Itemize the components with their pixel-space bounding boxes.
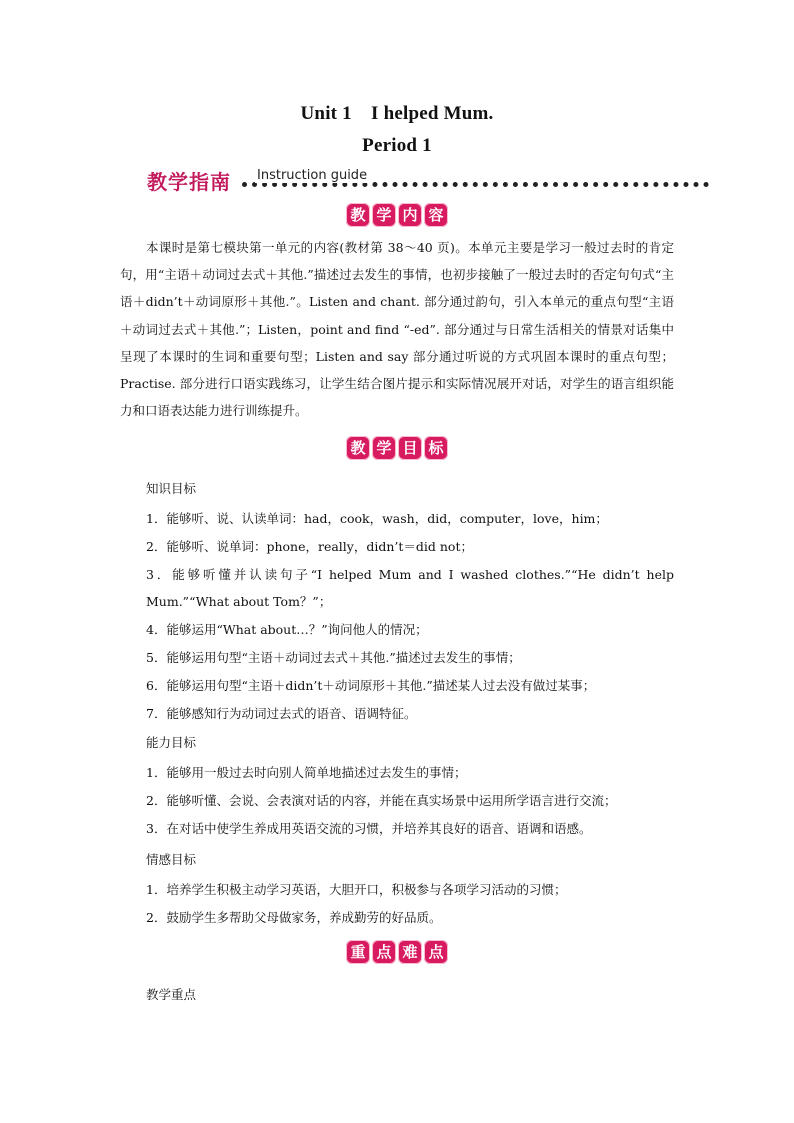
guide-title-en: Instruction guide [257, 168, 368, 183]
knowledge-heading: 知识目标 [146, 481, 197, 496]
list-item: 5．能够运用句型“主语＋动词过去式＋其他.”描述过去发生的事情； [146, 649, 521, 665]
list-item: 2．鼓励学生多帮助父母做家务，养成勤劳的好品质。 [146, 909, 442, 925]
badge-char: 标 [424, 436, 448, 460]
list-item: 7．能够感知行为动词过去式的语音、语调特征。 [146, 705, 417, 721]
list-item: 2．能够听、说单词：phone，really，didn’t＝did not； [146, 538, 473, 554]
list-item: 3．能够听懂并认读句子“I helped Mum and I washed clothes.”“He didn’t help Mum.”“What about Tom？”； [146, 566, 674, 610]
list-item: 3．在对话中使学生养成用英语交流的习惯，并培养其良好的语音、语调和语感。 [146, 820, 592, 836]
guide-title-zh: 教学指南 [147, 170, 231, 194]
ability-list [120, 759, 674, 842]
badge-char: 学 [372, 203, 396, 227]
intro-paragraph [120, 234, 674, 424]
intro-text: 本课时是第七模块第一单元的内容(教材第 38～40 页)。本单元主要是学习一般过去时的肯定句，用“主语＋动词过去式＋其他.”描述过去发生的事情，也初步接触了一般过去时的否定句句式“主语＋didn’t＋动词原形＋其他.”。Listen and chant. 部分通过韵句，引入本单元的重点句型“主语＋动词过去式＋其他.”；Listen，point and find “-ed”. 部分通过与日常生活相关的情景对话集中呈现了本课时的生词和重要句型；Listen and say 部分通过听说的方式巩固本课时的重点句型；Practise. 部分进行口语实践练习，让学生结合图片提示和实际情况展开对话，对学生的语言组织能力和口语表达能力进行训练提升。 [120, 240, 674, 419]
key-points-heading: 教学重点 [146, 987, 197, 1002]
ability-heading: 能力目标 [146, 735, 197, 750]
section-badge-goals [0, 436, 794, 460]
badge-char: 教 [346, 203, 370, 227]
badge-char: 内 [398, 203, 422, 227]
list-item: 2．能够听懂、会说、会表演对话的内容，并能在真实场景中运用所学语言进行交流； [146, 792, 617, 808]
badge-char: 点 [424, 940, 448, 964]
section-badge-key-points [0, 940, 794, 964]
badge-char: 点 [372, 940, 396, 964]
badge-char: 重 [346, 940, 370, 964]
section-badge-content [0, 203, 794, 227]
list-item: 1．培养学生积极主动学习英语，大胆开口，积极参与各项学习活动的习惯； [146, 882, 567, 897]
badge-char: 教 [346, 436, 370, 460]
badge-char: 目 [398, 436, 422, 460]
unit-title: Unit 1 I helped Mum. [300, 103, 494, 124]
list-item: 1．能够用一般过去时向别人简单地描述过去发生的事情； [146, 765, 467, 780]
emotion-heading: 情感目标 [146, 852, 197, 867]
period-title: Period 1 [362, 135, 432, 156]
list-item: 4．能够运用“What about…？”询问他人的情况； [146, 622, 428, 638]
badge-char: 学 [372, 436, 396, 460]
knowledge-list [120, 505, 674, 727]
emotion-list [120, 876, 674, 932]
list-item: 6．能够运用句型“主语＋didn’t＋动词原形＋其他.”描述某人过去没有做过某事； [146, 677, 596, 693]
badge-char: 容 [424, 203, 448, 227]
list-item: 1．能够听、说、认读单词：had，cook，wash，did，computer，love，him； [146, 511, 608, 526]
badge-char: 难 [398, 940, 422, 964]
instruction-guide-header [147, 166, 709, 194]
